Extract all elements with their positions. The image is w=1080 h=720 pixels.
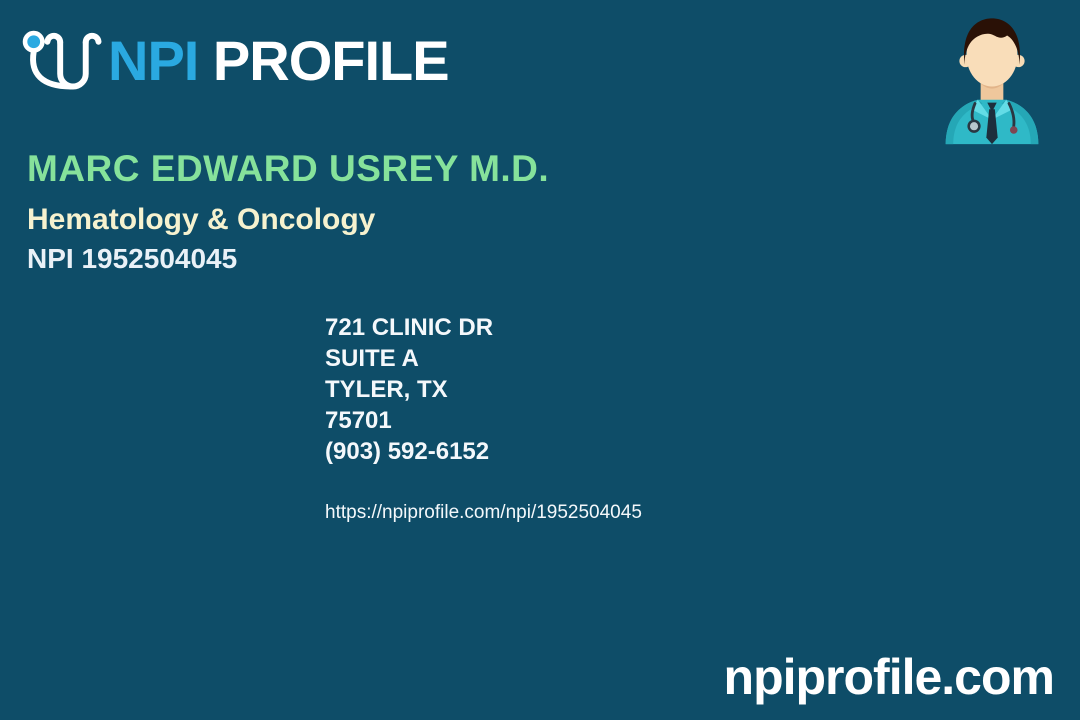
logo-wordmark [108,28,449,93]
logo-profile-text: PROFILE [198,28,449,92]
address-line-city-state: TYLER, TX [325,376,448,403]
npi-profile-logo [20,20,449,100]
doctor-avatar-icon [940,8,1044,148]
provider-specialty: Hematology & Oncology [27,203,376,236]
practice-address-block [325,312,493,467]
address-line-suite: SUITE A [325,345,419,372]
provider-npi-number: NPI 1952504045 [27,243,238,274]
stethoscope-icon [20,20,104,100]
logo-npi-text: NPI [108,28,199,92]
footer-brand-wordmark: npiprofile.com [723,649,1054,705]
profile-url-link[interactable]: https://npiprofile.com/npi/1952504045 [325,502,642,523]
address-line-zip: 75701 [325,407,392,434]
provider-name: MARC EDWARD USREY M.D. [27,148,550,189]
phone-number: (903) 592-6152 [325,438,490,465]
address-line-street: 721 CLINIC DR [325,314,494,341]
